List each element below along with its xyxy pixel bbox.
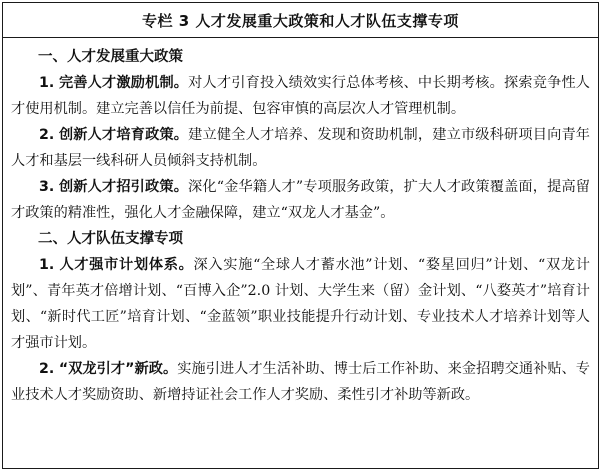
item-number: 2. [39,127,55,143]
section-heading-policies: 一、人才发展重大政策 [38,49,183,65]
item-lead: 创新人才培育政策。 [58,127,189,143]
policy-item-cultivation [11,122,590,174]
item-text: 深入实施“全球人才蓄水池”计划、“婺星回归”计划、“双龙计划”、青年英才倍增计划、“百博入企”2.0 计划、大学生来（留）金计划、“八婺英才”培育计划、“新时代工匠”培育计划、“金蓝领”职业技能提升行动计划、专业技术人才培养计划等人才强市计划。 [11,257,590,351]
item-number: 3. [39,179,55,195]
item-lead: 人才强市计划体系。 [59,257,194,273]
item-text: 实施引进人才生活补助、博士后工作补助、来金招聘交通补贴、专业技术人才奖励资助、新增持证社会工作人才奖励、柔性引才补助等新政。 [11,361,590,403]
section-heading-projects: 二、人才队伍支撑专项 [38,231,183,247]
item-text: 对人才引育投入绩效实行总体考核、中长期考核。探索竞争性人才使用机制。建立完善以信任为前提、包容审慎的高层次人才管理机制。 [11,75,590,117]
item-number: 2. [39,361,55,377]
item-text: 深化“金华籍人才”专项服务政策，扩大人才政策覆盖面，提高留才政策的精准性，强化人才金融保障，建立“双龙人才基金”。 [11,179,590,221]
policy-box [2,2,599,469]
project-item-plan-system [11,252,590,356]
item-number: 1. [39,75,55,91]
item-lead: 创新人才招引政策。 [58,179,189,195]
project-item-shuanglong [11,356,590,408]
box-content [3,38,598,408]
item-number: 1. [39,257,55,273]
item-lead: “双龙引才”新政。 [58,361,178,377]
item-lead: 完善人才激励机制。 [58,75,189,91]
box-title: 专栏 3 人才发展重大政策和人才队伍支撑专项 [3,3,598,38]
item-text: 建立健全人才培养、发现和资助机制，建立市级科研项目向青年人才和基层一线科研人员倾斜支持机制。 [11,127,590,169]
policy-item-incentive [11,70,590,122]
policy-item-recruitment [11,174,590,226]
